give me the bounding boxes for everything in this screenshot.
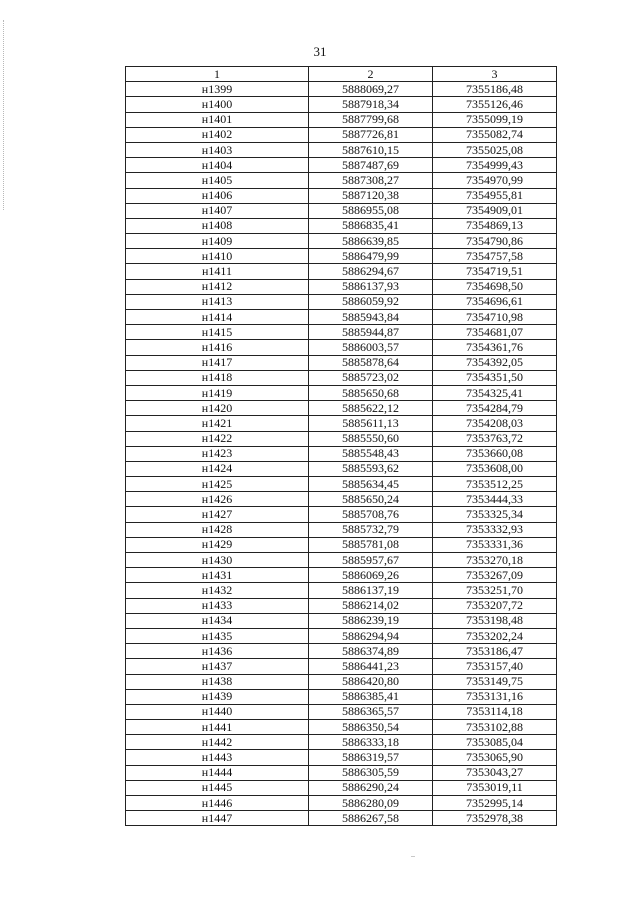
y-coordinate-cell: 7354909,01 (433, 203, 557, 218)
y-coordinate-cell: 7353157,40 (433, 659, 557, 674)
x-coordinate-cell: 5886059,92 (309, 294, 433, 309)
y-coordinate-cell: 7353251,70 (433, 583, 557, 598)
y-coordinate-cell: 7353512,25 (433, 477, 557, 492)
x-coordinate-cell: 5886639,85 (309, 234, 433, 249)
point-id-cell: н1413 (126, 294, 309, 309)
column-header-x: 2 (309, 67, 433, 82)
x-coordinate-cell: 5885944,87 (309, 325, 433, 340)
point-id-cell: н1399 (126, 82, 309, 97)
y-coordinate-cell: 7354361,76 (433, 340, 557, 355)
y-coordinate-cell: 7354757,58 (433, 249, 557, 264)
table-row (126, 598, 557, 613)
y-coordinate-cell: 7353660,08 (433, 446, 557, 461)
y-coordinate-cell: 7355099,19 (433, 112, 557, 127)
table-row (126, 659, 557, 674)
point-id-cell: н1403 (126, 142, 309, 157)
table-row (126, 249, 557, 264)
y-coordinate-cell: 7353325,34 (433, 507, 557, 522)
point-id-cell: н1442 (126, 735, 309, 750)
x-coordinate-cell: 5886137,19 (309, 583, 433, 598)
point-id-cell: н1407 (126, 203, 309, 218)
column-header-y: 3 (433, 67, 557, 82)
column-header-point: 1 (126, 67, 309, 82)
point-id-cell: н1410 (126, 249, 309, 264)
table-row (126, 446, 557, 461)
point-id-cell: н1418 (126, 370, 309, 385)
x-coordinate-cell: 5885593,62 (309, 461, 433, 476)
y-coordinate-cell: 7353608,00 (433, 461, 557, 476)
y-coordinate-cell: 7353019,11 (433, 780, 557, 795)
y-coordinate-cell: 7354696,61 (433, 294, 557, 309)
point-id-cell: н1424 (126, 461, 309, 476)
point-id-cell: н1441 (126, 720, 309, 735)
x-coordinate-cell: 5887799,68 (309, 112, 433, 127)
y-coordinate-cell: 7353332,93 (433, 522, 557, 537)
x-coordinate-cell: 5888069,27 (309, 82, 433, 97)
page-number: 31 (313, 44, 327, 59)
x-coordinate-cell: 5885634,45 (309, 477, 433, 492)
x-coordinate-cell: 5886267,58 (309, 811, 433, 826)
x-coordinate-cell: 5885650,68 (309, 385, 433, 400)
point-id-cell: н1439 (126, 689, 309, 704)
y-coordinate-cell: 7353043,27 (433, 765, 557, 780)
table-row (126, 158, 557, 173)
point-id-cell: н1408 (126, 218, 309, 233)
y-coordinate-cell: 7353186,47 (433, 644, 557, 659)
x-coordinate-cell: 5886374,89 (309, 644, 433, 659)
table-row (126, 461, 557, 476)
point-id-cell: н1400 (126, 97, 309, 112)
x-coordinate-cell: 5886214,02 (309, 598, 433, 613)
point-id-cell: н1435 (126, 628, 309, 643)
y-coordinate-cell: 7354351,50 (433, 370, 557, 385)
y-coordinate-cell: 7355126,46 (433, 97, 557, 112)
table-row (126, 173, 557, 188)
table-row (126, 704, 557, 719)
table-row (126, 431, 557, 446)
x-coordinate-cell: 5886365,57 (309, 704, 433, 719)
x-coordinate-cell: 5887120,38 (309, 188, 433, 203)
x-coordinate-cell: 5885650,24 (309, 492, 433, 507)
table-row (126, 355, 557, 370)
x-coordinate-cell: 5886333,18 (309, 735, 433, 750)
y-coordinate-cell: 7355186,48 (433, 82, 557, 97)
table-row (126, 477, 557, 492)
point-id-cell: н1423 (126, 446, 309, 461)
table-row (126, 537, 557, 552)
point-id-cell: н1432 (126, 583, 309, 598)
x-coordinate-cell: 5886239,19 (309, 613, 433, 628)
table-row (126, 218, 557, 233)
y-coordinate-cell: 7354970,99 (433, 173, 557, 188)
y-coordinate-cell: 7355025,08 (433, 142, 557, 157)
x-coordinate-cell: 5886294,94 (309, 628, 433, 643)
x-coordinate-cell: 5886385,41 (309, 689, 433, 704)
point-id-cell: н1404 (126, 158, 309, 173)
x-coordinate-cell: 5885943,84 (309, 310, 433, 325)
point-id-cell: н1422 (126, 431, 309, 446)
table-row (126, 765, 557, 780)
point-id-cell: н1406 (126, 188, 309, 203)
y-coordinate-cell: 7353085,04 (433, 735, 557, 750)
point-id-cell: н1427 (126, 507, 309, 522)
x-coordinate-cell: 5886420,80 (309, 674, 433, 689)
x-coordinate-cell: 5887918,34 (309, 97, 433, 112)
y-coordinate-cell: 7353267,09 (433, 568, 557, 583)
point-id-cell: н1437 (126, 659, 309, 674)
x-coordinate-cell: 5886835,41 (309, 218, 433, 233)
y-coordinate-cell: 7354999,43 (433, 158, 557, 173)
table-row (126, 689, 557, 704)
point-id-cell: н1415 (126, 325, 309, 340)
table-row (126, 82, 557, 97)
x-coordinate-cell: 5886305,59 (309, 765, 433, 780)
x-coordinate-cell: 5886137,93 (309, 279, 433, 294)
x-coordinate-cell: 5885781,08 (309, 537, 433, 552)
point-id-cell: н1436 (126, 644, 309, 659)
point-id-cell: н1412 (126, 279, 309, 294)
table-row (126, 811, 557, 826)
point-id-cell: н1443 (126, 750, 309, 765)
point-id-cell: н1405 (126, 173, 309, 188)
table-row (126, 613, 557, 628)
point-id-cell: н1421 (126, 416, 309, 431)
x-coordinate-cell: 5886441,23 (309, 659, 433, 674)
y-coordinate-cell: 7355082,74 (433, 127, 557, 142)
point-id-cell: н1447 (126, 811, 309, 826)
table-row (126, 553, 557, 568)
table-row (126, 142, 557, 157)
point-id-cell: н1438 (126, 674, 309, 689)
y-coordinate-cell: 7354710,98 (433, 310, 557, 325)
x-coordinate-cell: 5886290,24 (309, 780, 433, 795)
table-row (126, 735, 557, 750)
table-row (126, 203, 557, 218)
table-row (126, 310, 557, 325)
y-coordinate-cell: 7353207,72 (433, 598, 557, 613)
point-id-cell: н1431 (126, 568, 309, 583)
table-row (126, 720, 557, 735)
point-id-cell: н1411 (126, 264, 309, 279)
table-row (126, 644, 557, 659)
y-coordinate-cell: 7353202,24 (433, 628, 557, 643)
x-coordinate-cell: 5885723,02 (309, 370, 433, 385)
table-row (126, 294, 557, 309)
x-coordinate-cell: 5885548,43 (309, 446, 433, 461)
table-header-row (126, 67, 557, 82)
table-row (126, 370, 557, 385)
y-coordinate-cell: 7354208,03 (433, 416, 557, 431)
point-id-cell: н1429 (126, 537, 309, 552)
point-id-cell: н1440 (126, 704, 309, 719)
y-coordinate-cell: 7353198,48 (433, 613, 557, 628)
x-coordinate-cell: 5886350,54 (309, 720, 433, 735)
table-row (126, 97, 557, 112)
x-coordinate-cell: 5886003,57 (309, 340, 433, 355)
point-id-cell: н1414 (126, 310, 309, 325)
point-id-cell: н1426 (126, 492, 309, 507)
table-row (126, 112, 557, 127)
table-row (126, 234, 557, 249)
x-coordinate-cell: 5886319,57 (309, 750, 433, 765)
y-coordinate-cell: 7354681,07 (433, 325, 557, 340)
x-coordinate-cell: 5887487,69 (309, 158, 433, 173)
y-coordinate-cell: 7354392,05 (433, 355, 557, 370)
table-row (126, 796, 557, 811)
table-row (126, 750, 557, 765)
x-coordinate-cell: 5886069,26 (309, 568, 433, 583)
y-coordinate-cell: 7353131,16 (433, 689, 557, 704)
coordinates-table (125, 66, 557, 826)
y-coordinate-cell: 7353149,75 (433, 674, 557, 689)
table-row (126, 127, 557, 142)
table-row (126, 507, 557, 522)
y-coordinate-cell: 7353102,88 (433, 720, 557, 735)
table-row (126, 416, 557, 431)
y-coordinate-cell: 7354325,41 (433, 385, 557, 400)
point-id-cell: н1430 (126, 553, 309, 568)
x-coordinate-cell: 5885957,67 (309, 553, 433, 568)
point-id-cell: н1402 (126, 127, 309, 142)
y-coordinate-cell: 7353763,72 (433, 431, 557, 446)
x-coordinate-cell: 5886955,08 (309, 203, 433, 218)
x-coordinate-cell: 5887308,27 (309, 173, 433, 188)
y-coordinate-cell: 7354955,81 (433, 188, 557, 203)
point-id-cell: н1409 (126, 234, 309, 249)
point-id-cell: н1425 (126, 477, 309, 492)
x-coordinate-cell: 5886280,09 (309, 796, 433, 811)
scan-speck (411, 856, 415, 857)
table-row (126, 325, 557, 340)
table-row (126, 264, 557, 279)
x-coordinate-cell: 5886479,99 (309, 249, 433, 264)
table-row (126, 780, 557, 795)
point-id-cell: н1401 (126, 112, 309, 127)
table-body (126, 82, 557, 826)
y-coordinate-cell: 7354790,86 (433, 234, 557, 249)
table-row (126, 385, 557, 400)
table-row (126, 674, 557, 689)
y-coordinate-cell: 7354698,50 (433, 279, 557, 294)
point-id-cell: н1434 (126, 613, 309, 628)
x-coordinate-cell: 5885732,79 (309, 522, 433, 537)
table-row (126, 188, 557, 203)
table-row (126, 628, 557, 643)
table-row (126, 279, 557, 294)
table-row (126, 522, 557, 537)
x-coordinate-cell: 5887726,81 (309, 127, 433, 142)
x-coordinate-cell: 5885550,60 (309, 431, 433, 446)
y-coordinate-cell: 7353444,33 (433, 492, 557, 507)
point-id-cell: н1446 (126, 796, 309, 811)
y-coordinate-cell: 7353065,90 (433, 750, 557, 765)
table-row (126, 401, 557, 416)
y-coordinate-cell: 7353114,18 (433, 704, 557, 719)
y-coordinate-cell: 7353270,18 (433, 553, 557, 568)
point-id-cell: н1428 (126, 522, 309, 537)
table-row (126, 583, 557, 598)
x-coordinate-cell: 5886294,67 (309, 264, 433, 279)
point-id-cell: н1417 (126, 355, 309, 370)
y-coordinate-cell: 7354284,79 (433, 401, 557, 416)
point-id-cell: н1419 (126, 385, 309, 400)
x-coordinate-cell: 5885878,64 (309, 355, 433, 370)
x-coordinate-cell: 5887610,15 (309, 142, 433, 157)
y-coordinate-cell: 7354869,13 (433, 218, 557, 233)
point-id-cell: н1416 (126, 340, 309, 355)
point-id-cell: н1444 (126, 765, 309, 780)
y-coordinate-cell: 7352995,14 (433, 796, 557, 811)
y-coordinate-cell: 7354719,51 (433, 264, 557, 279)
table-row (126, 492, 557, 507)
table-row (126, 340, 557, 355)
table-row (126, 568, 557, 583)
x-coordinate-cell: 5885611,13 (309, 416, 433, 431)
point-id-cell: н1445 (126, 780, 309, 795)
point-id-cell: н1420 (126, 401, 309, 416)
x-coordinate-cell: 5885622,12 (309, 401, 433, 416)
point-id-cell: н1433 (126, 598, 309, 613)
x-coordinate-cell: 5885708,76 (309, 507, 433, 522)
y-coordinate-cell: 7352978,38 (433, 811, 557, 826)
y-coordinate-cell: 7353331,36 (433, 537, 557, 552)
